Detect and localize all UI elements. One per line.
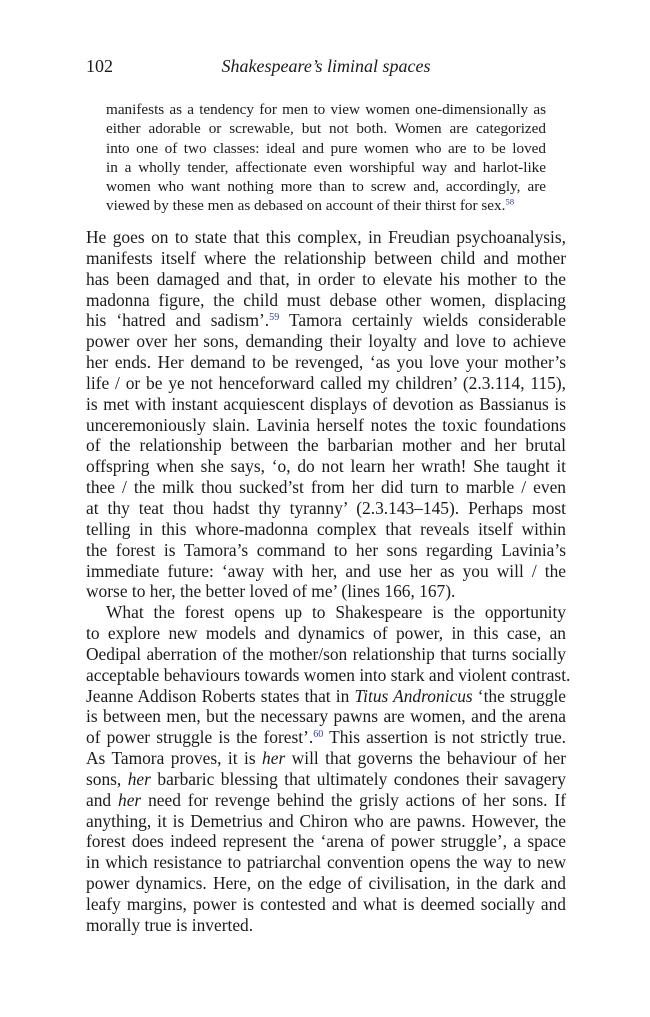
body-line: manifests itself where the relationship between child and mother (86, 247, 566, 268)
quote-line: manifests as a tendency for men to view women one-dimensionally as (106, 101, 546, 118)
body-text-run: sons, (86, 768, 128, 789)
body-line: worse to her, the better loved of me’ (lines 166, 167). (86, 581, 456, 602)
body-line: at thy teat thou hadst thy tyranny’ (2.3.143–145). Perhaps most (86, 497, 566, 518)
body-line: her ends. Her demand to be revenged, ‘as you love your mother’s (86, 352, 566, 373)
body-text-run: Tamora certainly wields considerable (279, 310, 566, 331)
body-text-run: and (86, 789, 118, 810)
quote-text: viewed by these men as debased on account of their thirst for sex. (106, 197, 506, 215)
emphasis: her (118, 789, 142, 810)
block-quote (106, 100, 546, 216)
quote-line (106, 196, 546, 215)
body-line: What the forest opens up to Shakespeare is the opportunity (106, 602, 566, 623)
body-line: He goes on to state that this complex, in Freudian psychoanalysis, (86, 227, 566, 247)
body-line: acceptable behaviours towards women into stark and violent contrast. (86, 664, 571, 685)
body-line: power over her sons, demanding their loyalty and love to achieve (86, 331, 566, 352)
body-line: to explore new models and dynamics of power, in this case, an (86, 623, 566, 644)
body-line (86, 790, 566, 811)
running-head: Shakespeare’s liminal spaces (221, 56, 431, 76)
body-line: anything, it is Demetrius and Chiron who are pawns. However, the (86, 810, 566, 831)
body-line (86, 748, 566, 769)
body-line: immediate future: ‘away with her, and use her as you will / the (86, 560, 566, 581)
quote-line: into one of two classes: ideal and pure women who are to be loved (106, 139, 546, 157)
body-line: thee / the milk thou sucked’st from her did turn to marble / even (86, 477, 566, 498)
work-title: Titus Andronicus (354, 685, 473, 706)
page-header (86, 56, 566, 80)
body-line (86, 686, 566, 707)
body-text-run: will that governs the behaviour of her (285, 748, 566, 769)
body-text-run: his ‘hatred and sadism’. (86, 310, 270, 331)
body-text-run: of power struggle is the forest’. (86, 727, 314, 748)
body-line: offspring when she says, ‘o, do not learn her wrath! She taught it (86, 456, 566, 477)
body-line: life / or be ye not henceforward called my children’ (2.3.114, 115), (86, 372, 566, 393)
body-line: forest does indeed represent the ‘arena of power struggle’, a space (86, 831, 566, 852)
emphasis: her (262, 748, 286, 769)
footnote-ref-60[interactable]: 60 (313, 729, 324, 741)
body-line: leafy margins, power is contested and what is deemed socially and (86, 894, 566, 914)
body-line: of the relationship between the barbarian mother and her brutal (86, 435, 566, 456)
footnote-ref-58[interactable]: 58 (505, 197, 515, 208)
body-line: in which resistance to patriarchal convention opens the way to new (86, 852, 566, 873)
body-line: is between men, but the necessary pawns are women, and the arena (86, 706, 566, 727)
body-line: morally true is inverted. (86, 914, 254, 935)
body-text-run: barbaric blessing that ultimately condones their savagery (150, 768, 567, 789)
body-line: Oedipal aberration of the mother/son relationship that turns socially (86, 643, 566, 664)
body-text-run: ‘the struggle (472, 685, 566, 706)
body-line (86, 310, 566, 331)
body-line (86, 769, 566, 790)
body-text-run: Jeanne Addison Roberts states that in (86, 685, 355, 706)
body-line (86, 727, 566, 748)
body-text-run: need for revenge behind the grisly actions of her sons. If (141, 789, 566, 810)
body-line: has been damaged and that, in order to elevate his mother to the (86, 268, 566, 289)
quote-line: in a wholly tender, affectionate even worshipful way and harlot-like (106, 158, 546, 176)
emphasis: her (127, 768, 151, 789)
page-number: 102 (86, 56, 113, 76)
body-text-run: As Tamora proves, it is (86, 748, 263, 769)
body-line: the forest is Tamora’s command to her sons regarding Lavinia’s (86, 539, 566, 560)
body-line: power dynamics. Here, on the edge of civilisation, in the dark and (86, 873, 566, 894)
body-line: telling in this whore-madonna complex that reveals itself within (86, 518, 566, 539)
footnote-ref-59[interactable]: 59 (269, 312, 280, 324)
body-text (86, 227, 571, 936)
body-line: is met with instant acquiescent displays of devotion as Bassianus is (86, 393, 566, 414)
quote-line: women who want nothing more than to screw and, accordingly, are (106, 178, 546, 196)
body-text-run: This assertion is not strictly true. (323, 727, 567, 748)
quote-line: either adorable or screwable, but not both. Women are categorized (106, 120, 546, 138)
body-line: unceremoniously slain. Lavinia herself notes the toxic foundations (86, 414, 566, 435)
body-line: madonna figure, the child must debase other women, displacing (86, 289, 566, 310)
